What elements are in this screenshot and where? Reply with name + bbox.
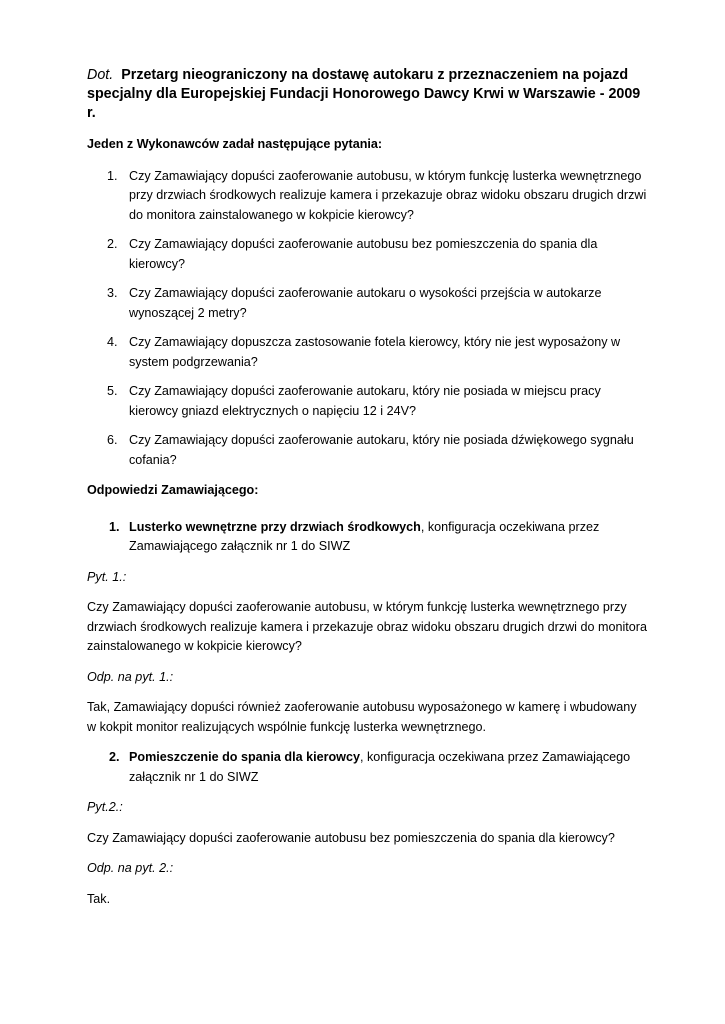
question-number: 4. bbox=[107, 335, 118, 349]
question-item bbox=[87, 235, 647, 274]
answer-text: Tak. bbox=[87, 891, 111, 906]
question-number: 6. bbox=[107, 433, 118, 447]
answer-config: , konfiguracja oczekiwana przez Zamawiającego załącznik nr 1 do SIWZ bbox=[129, 519, 600, 553]
questions-list bbox=[87, 167, 647, 471]
question-number: 1. bbox=[107, 168, 118, 183]
answer-section-heading bbox=[87, 518, 647, 557]
answer-label: Odp. na pyt. 2.: bbox=[87, 861, 174, 875]
question-text: Czy Zamawiający dopuści zaoferowanie autokaru o wysokości przejścia w autokarze wynoszącej 2 metry? bbox=[129, 286, 602, 320]
questions-intro: Jeden z Wykonawców zadał następujące pytania: bbox=[87, 137, 383, 151]
document-title bbox=[87, 66, 647, 123]
answer-topic: Lusterko wewnętrzne przy drzwiach środkowych bbox=[129, 519, 421, 534]
question-text: Czy Zamawiający dopuści zaoferowanie autobusu, w którym funkcję lusterka wewnętrznego przy drzwiach środkowych realizuje kamera i przekazuje obraz widoku obszaru drugich drzwi do monitora zainstalowanego w kokpicie kierowcy? bbox=[129, 168, 647, 222]
answer-label: Odp. na pyt. 1.: bbox=[87, 669, 174, 684]
question-item bbox=[87, 431, 647, 470]
question-item bbox=[87, 382, 647, 421]
question-number: 5. bbox=[107, 384, 118, 398]
answer-number: 2. bbox=[109, 750, 120, 764]
answers-heading: Odpowiedzi Zamawiającego: bbox=[87, 483, 259, 497]
question-label: Pyt. 1.: bbox=[87, 569, 127, 584]
question-text: Czy Zamawiający dopuści zaoferowanie autokaru, który nie posiada w miejscu pracy kierowcy gniazd elektrycznych o napięciu 12 i 24V? bbox=[129, 384, 601, 418]
dot-label: Dot. bbox=[87, 67, 114, 83]
answer-number: 1. bbox=[109, 519, 120, 534]
question-item bbox=[87, 284, 647, 323]
question-label: Pyt.2.: bbox=[87, 800, 123, 814]
question-repeat-text: Czy Zamawiający dopuści zaoferowanie autobusu, w którym funkcję lusterka wewnętrznego przy drzwiach środkowych realizuje kamera i przekazuje obraz widoku obszaru drugich drzwi do monitora zainstalowanego w kokpicie kierowcy? bbox=[87, 600, 647, 653]
question-text: Czy Zamawiający dopuszcza zastosowanie fotela kierowcy, który nie jest wyposażony w system podgrzewania? bbox=[129, 335, 621, 369]
answer-topic: Pomieszczenie do spania dla kierowcy bbox=[129, 750, 360, 764]
question-text: Czy Zamawiający dopuści zaoferowanie autokaru, który nie posiada dźwiękowego sygnału cofania? bbox=[129, 433, 634, 467]
question-text: Czy Zamawiający dopuści zaoferowanie autobusu bez pomieszczenia do spania dla kierowcy? bbox=[129, 237, 598, 271]
answer-text: Tak, Zamawiający dopuści również zaoferowanie autobusu wyposażonego w kamerę i wbudowany w kokpit monitor realizujących wspólnie funkcję lusterka wewnętrznego. bbox=[87, 700, 637, 734]
document-page bbox=[87, 66, 647, 909]
tender-subject: Przetarg nieograniczony na dostawę autokaru z przeznaczeniem na pojazd specjalny dla Europejskiej Fundacji Honorowego Dawcy Krwi w Warszawie - 2009 r. bbox=[87, 67, 641, 121]
question-number: 2. bbox=[107, 237, 118, 251]
question-number: 3. bbox=[107, 286, 118, 300]
question-item bbox=[87, 167, 647, 226]
question-item bbox=[87, 333, 647, 372]
answer-section-heading bbox=[87, 748, 647, 787]
answer-config: , konfiguracja oczekiwana przez Zamawiającego załącznik nr 1 do SIWZ bbox=[129, 750, 631, 784]
question-repeat-text: Czy Zamawiający dopuści zaoferowanie autobusu bez pomieszczenia do spania dla kierowcy? bbox=[87, 830, 615, 845]
